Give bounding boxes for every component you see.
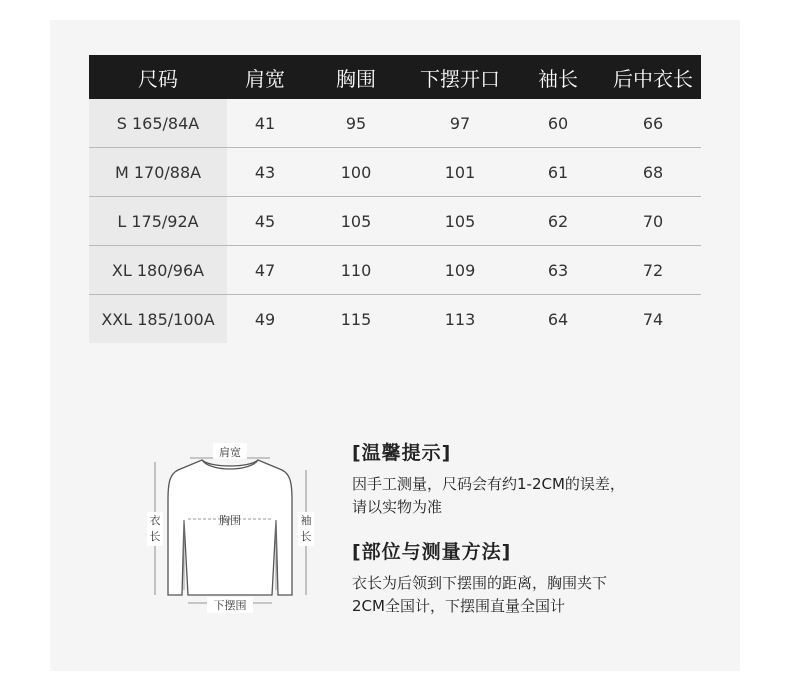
table-cell: 47	[227, 246, 303, 295]
table-cell: 74	[605, 295, 701, 344]
notice-block	[352, 438, 692, 519]
table-cell: 63	[511, 246, 605, 295]
table-cell: 109	[409, 246, 511, 295]
size-cell: S 165/84A	[89, 99, 227, 148]
notice-line-1: 因手工测量，尺码会有约1-2CM的误差，	[352, 475, 625, 493]
table-cell: 41	[227, 99, 303, 148]
table-cell: 105	[409, 197, 511, 246]
length-label-1: 衣	[149, 514, 161, 527]
table-cell: 49	[227, 295, 303, 344]
method-title: [部位与测量方法]	[352, 541, 512, 563]
hem-label: 下摆围	[213, 599, 247, 612]
table-cell: 61	[511, 148, 605, 197]
table-cell: 105	[303, 197, 409, 246]
table-row	[89, 197, 701, 246]
chest-label: 胸围	[219, 514, 241, 527]
sleeve-label-2: 长	[300, 530, 312, 543]
table-cell: 110	[303, 246, 409, 295]
table-cell: 72	[605, 246, 701, 295]
table-cell: 43	[227, 148, 303, 197]
header-size: 尺码	[89, 55, 227, 99]
shoulder-label: 肩宽	[219, 446, 241, 459]
table-cell: 115	[303, 295, 409, 344]
table-cell: 95	[303, 99, 409, 148]
table-cell: 62	[511, 197, 605, 246]
table-cell: 66	[605, 99, 701, 148]
notice-title: [温馨提示]	[352, 442, 452, 464]
header-shoulder: 肩宽	[227, 55, 303, 99]
table-cell: 60	[511, 99, 605, 148]
header-sleeve: 袖长	[511, 55, 605, 99]
size-cell: M 170/88A	[89, 148, 227, 197]
size-cell: XXL 185/100A	[89, 295, 227, 344]
table-cell: 68	[605, 148, 701, 197]
table-row	[89, 99, 701, 148]
method-line-2: 2CM全国计，下摆围直量全国计	[352, 597, 565, 615]
tips-section	[352, 438, 692, 636]
size-table	[89, 55, 701, 343]
garment-diagram	[140, 440, 320, 620]
table-cell: 70	[605, 197, 701, 246]
method-line-1: 衣长为后领到下摆围的距离，胸围夹下	[352, 574, 608, 592]
notice-line-2: 请以实物为准	[352, 498, 443, 516]
table-cell: 45	[227, 197, 303, 246]
table-row	[89, 148, 701, 197]
table-row	[89, 295, 701, 344]
size-cell: L 175/92A	[89, 197, 227, 246]
method-block	[352, 537, 692, 618]
header-hem: 下摆开口	[409, 55, 511, 99]
header-chest: 胸围	[303, 55, 409, 99]
table-cell: 64	[511, 295, 605, 344]
header-length: 后中衣长	[605, 55, 701, 99]
table-cell: 97	[409, 99, 511, 148]
table-cell: 113	[409, 295, 511, 344]
table-row	[89, 246, 701, 295]
sleeve-label-1: 袖	[300, 514, 312, 527]
table-header-row	[89, 55, 701, 99]
shirt-outline-icon	[168, 460, 292, 595]
size-cell: XL 180/96A	[89, 246, 227, 295]
length-label-2: 长	[149, 530, 161, 543]
table-cell: 101	[409, 148, 511, 197]
table-cell: 100	[303, 148, 409, 197]
